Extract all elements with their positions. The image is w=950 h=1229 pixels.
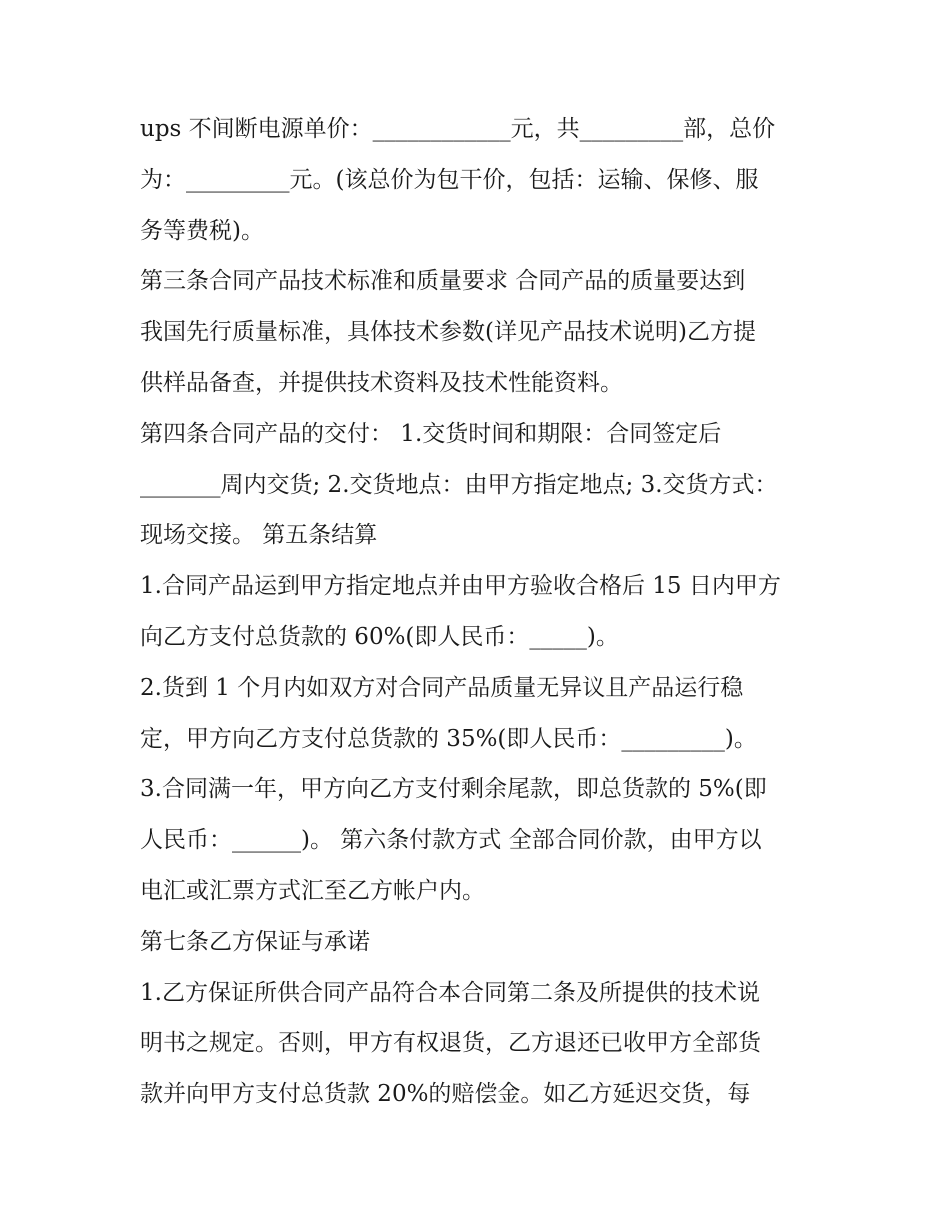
text-line: 2.货到 1 个月内如双方对合同产品质量无异议且产品运行稳 [140,674,744,701]
text-line: 定，甲方向乙方支付总货款的 35%(即人民币：_________)。 [140,725,757,752]
text-line: 第七条乙方保证与承诺 [140,928,370,955]
text-line: ups 不间断电源单价：____________元，共_________部，总价 [140,116,776,142]
text-line: 明书之规定。否则，甲方有权退货，乙方退还已收甲方全部货 [140,1030,761,1057]
paragraph-settlement-1 [140,561,820,663]
text-line: 3.合同满一年，甲方向乙方支付剩余尾款，即总货款的 5%(即 [140,776,767,803]
text-line: 电汇或汇票方式汇至乙方帐户内。 [140,877,485,904]
paragraph-settlement-2 [140,663,820,765]
text-line: 向乙方支付总货款的 60%(即人民币：_____)。 [140,623,619,650]
paragraph-article-3 [140,256,820,408]
document-body [140,104,820,1120]
text-line: 1.乙方保证所供合同产品符合本合同第二条及所提供的技术说 [140,979,760,1006]
text-line: 1.合同产品运到甲方指定地点并由甲方验收合格后 15 日内甲方 [140,573,781,600]
text-line: 为：_________元。(该总价为包干价，包括：运输、保修、服 [140,166,759,193]
paragraph-settlement-3 [140,764,820,916]
text-line: 供样品备查，并提供技术资料及技术性能资料。 [140,369,623,396]
text-line: 现场交接。 第五条结算 [140,522,378,549]
paragraph-ups-price [140,104,820,256]
paragraph-article-7-heading [140,917,820,968]
paragraph-guarantee-1 [140,968,820,1120]
text-line: 第四条合同产品的交付： 1.交货时间和期限：合同签定后 [140,420,722,447]
text-line: 款并向甲方支付总货款 20%的赔偿金。如乙方延迟交货，每 [140,1081,751,1108]
text-line: 第三条合同产品技术标准和质量要求 合同产品的质量要达到 [140,268,746,295]
text-line: 人民币：______)。 第六条付款方式 全部合同价款，由甲方以 [140,827,762,854]
text-line: _______周内交货; 2.交货地点：由甲方指定地点; 3.交货方式： [140,471,778,498]
text-line: 我国先行质量标准，具体技术参数(详见产品技术说明)乙方提 [140,319,756,346]
paragraph-article-4 [140,409,820,561]
text-line: 务等费税)。 [140,217,264,244]
